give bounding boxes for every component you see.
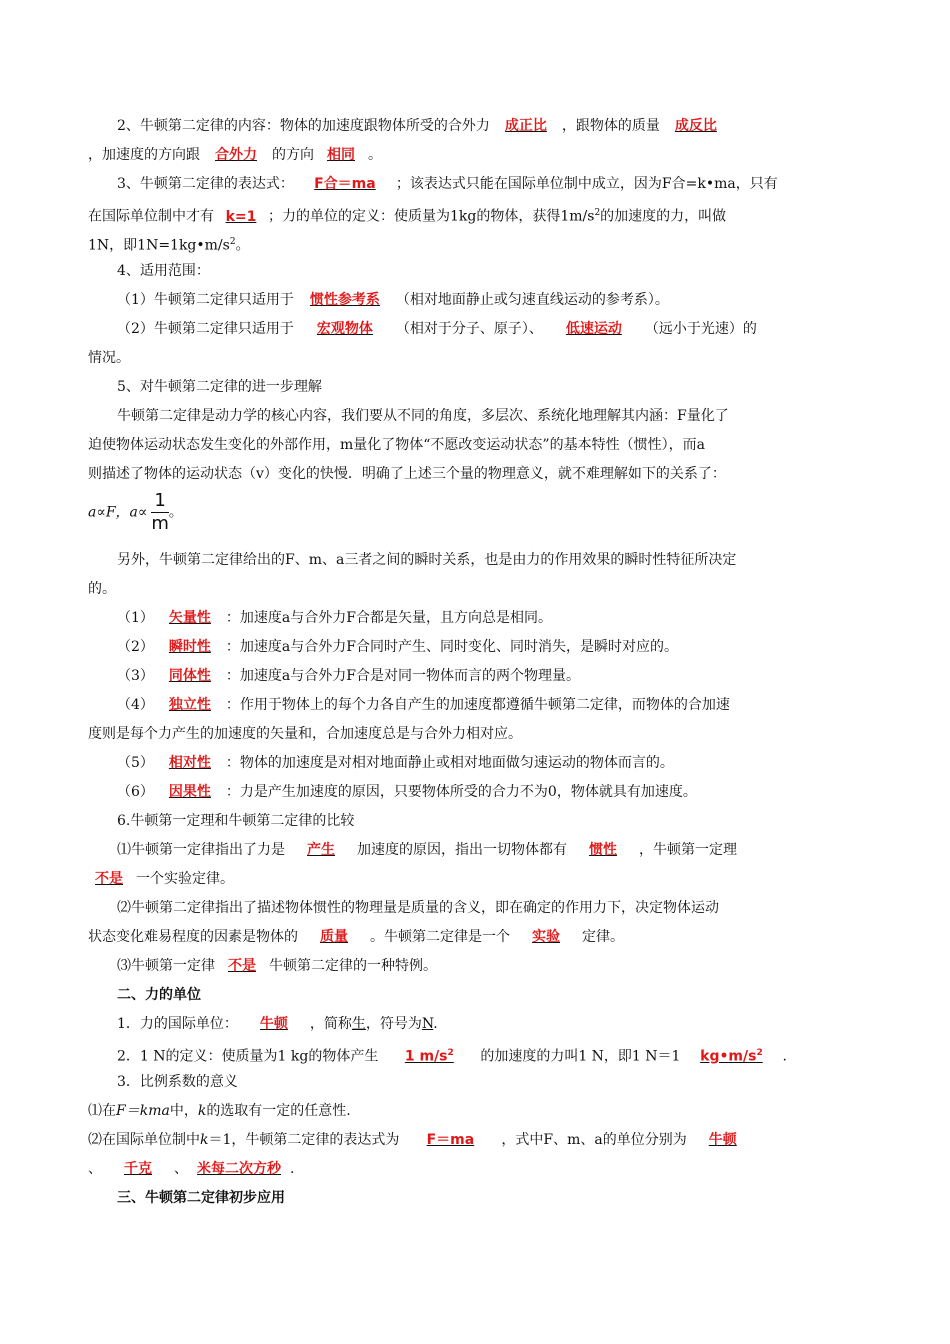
text: a∝F，a∝: [88, 504, 148, 521]
property-item-1: [88, 604, 868, 633]
answer-blank: 不是: [95, 871, 123, 887]
property-item-5: [88, 749, 868, 778]
understanding-line-3: 则描述了物体的运动状态（v）变化的快慢．明确了上述三个量的物理意义，就不难理解如下的关系了：: [88, 466, 726, 482]
text: （4）: [117, 697, 154, 713]
text: 的加速度的力叫1 N，即1 N＝1: [480, 1048, 681, 1065]
scope-item-2-cont: 情况。: [88, 350, 130, 366]
answer-blank: 实验: [532, 929, 560, 945]
text: （相对地面静止或匀速直线运动的参考系）。: [395, 292, 669, 308]
answer-blank: 米每二次方秒: [197, 1161, 281, 1177]
answer-blank: 同体性: [168, 668, 211, 684]
text: ，式中F、m、a的单位分别为: [501, 1132, 687, 1148]
text: 牛顿第二定律的一种特例。: [269, 958, 437, 974]
answer-blank: F＝ma: [426, 1132, 475, 1148]
numerator: 1: [151, 490, 169, 513]
text: 2．1 N的定义：使质量为1 kg的物体产生: [117, 1048, 379, 1065]
unit-line-1: [88, 1010, 868, 1039]
text: 的加速度的力，叫做: [600, 208, 727, 225]
text: 2、牛顿第二定律的内容：物体的加速度跟物体所受的合外力: [117, 118, 490, 134]
answer-blank: 牛顿: [708, 1132, 737, 1148]
text: （1）牛顿第二定律只适用于: [117, 292, 294, 308]
understanding-line-5: 的。: [88, 581, 116, 597]
text: 。牛顿第二定律是一个: [370, 929, 510, 945]
answer-blank: k=1: [225, 208, 257, 225]
text: 。: [368, 147, 382, 163]
text: （3）: [117, 668, 154, 684]
text: ；该表达式只能在国际单位制中成立，因为F合=k•ma，只有: [395, 176, 778, 192]
text: N: [421, 1016, 434, 1032]
answer-blank: 合外力: [215, 147, 257, 163]
text: （2）: [117, 639, 154, 655]
text: ⑶牛顿第一定律: [117, 958, 215, 974]
answer-blank: 相同: [327, 147, 355, 163]
comparison-item-2-cont: [88, 923, 868, 952]
text: .: [433, 1016, 438, 1032]
answer-blank: 因果性: [168, 784, 211, 800]
text: ⑵在国际单位制中: [88, 1132, 200, 1148]
text: 定律。: [582, 929, 624, 945]
fraction: [151, 490, 169, 535]
law-content-line-2: [88, 141, 868, 170]
answer-text: kg•m/s: [700, 1048, 757, 1065]
text: 、: [174, 1161, 188, 1177]
superscript: 2: [594, 208, 601, 218]
text: ；力的单位的定义：使质量为1kg的物体，获得1m/s: [268, 208, 595, 225]
text: ：加速度a与合外力F合都是矢量，且方向总是相同。: [225, 610, 552, 626]
text: ：力是产生加速度的原因，只要物体所受的合力不为0，物体就具有加速度。: [225, 784, 697, 800]
text: ⑴牛顿第一定律指出了力是: [117, 842, 285, 858]
answer-blank: 低速运动: [565, 321, 622, 337]
answer-blank: 产生: [307, 842, 335, 858]
text: （相对于分子、原子）、: [395, 321, 543, 337]
comparison-item-2: ⑵牛顿第二定律指出了描述物体惯性的物理量是质量的含义，即在确定的作用力下，决定物体运动: [117, 900, 719, 916]
text: ，加速度的方向跟: [88, 147, 200, 163]
answer-blank: 质量: [320, 929, 348, 945]
answer-blank: 不是: [228, 958, 256, 974]
text: 状态变化难易程度的因素是物体的: [88, 929, 298, 945]
text: ，牛顿第一定理: [639, 842, 737, 858]
proportion-relation: [88, 490, 868, 535]
text: k: [197, 1103, 207, 1119]
text: .: [290, 1161, 295, 1177]
text: ：作用于物体上的每个力各自产生的加速度都遵循牛顿第二定律，而物体的合加速: [225, 697, 730, 713]
text: 1．力的国际单位：: [117, 1016, 238, 1032]
answer-blank: 相对性: [168, 755, 211, 771]
unit-line-4: [88, 1097, 868, 1126]
text: 一个实验定律。: [136, 871, 234, 887]
answer-text: 1 m/s: [404, 1048, 448, 1065]
expression-line-2: [88, 199, 868, 232]
text: 中，: [169, 1103, 198, 1119]
text: ：加速度a与合外力F合是对同一物体而言的两个物理量。: [225, 668, 580, 684]
section-heading-application: 三、牛顿第二定律初步应用: [117, 1190, 285, 1206]
property-item-3: [88, 662, 868, 691]
denominator: m: [151, 513, 169, 534]
comparison-title: 6.牛顿第一定理和牛顿第二定律的比较: [117, 813, 355, 829]
text: ⑴在: [88, 1103, 116, 1119]
text: 在国际单位制中才有: [88, 208, 214, 225]
text: ：物体的加速度是对相对地面静止或相对地面做匀速运动的物体而言的。: [225, 755, 674, 771]
answer-blank: 成正比: [504, 118, 547, 134]
property-item-6: [88, 778, 868, 807]
answer-blank: [680, 1039, 782, 1072]
text: ，符号为: [365, 1016, 422, 1032]
property-item-2: [88, 633, 868, 662]
text: 的方向: [272, 147, 314, 163]
text: 3、牛顿第二定律的表达式：: [117, 176, 294, 192]
text: 1N，即1N=1kg•m/s: [88, 237, 230, 254]
text: F＝kma: [116, 1103, 170, 1119]
understanding-line-1: 牛顿第二定律是动力学的核心内容，我们要从不同的角度，多层次、系统化地理解其内涵：F量化了: [117, 408, 729, 424]
text: （6）: [117, 784, 154, 800]
text: 的选取有一定的任意性.: [206, 1103, 351, 1119]
unit-line-3: 3．比例系数的意义: [117, 1074, 238, 1090]
scope-item-1: [88, 286, 868, 315]
answer-blank: 矢量性: [168, 610, 211, 626]
text: ：加速度a与合外力F合同时产生、同时变化、同时消失，是瞬时对应的。: [225, 639, 678, 655]
answer-blank: 独立性: [168, 697, 211, 713]
answer-blank: 惯性参考系: [309, 292, 380, 308]
answer-blank: 宏观物体: [316, 321, 373, 337]
text: （2）牛顿第二定律只适用于: [117, 321, 294, 337]
superscript: 2: [447, 1048, 454, 1058]
text: 生: [351, 1016, 366, 1032]
section-heading-unit: 二、力的单位: [117, 987, 201, 1003]
text: k: [200, 1132, 209, 1148]
unit-line-2: [88, 1039, 868, 1072]
answer-blank: F合＝ma: [314, 176, 376, 192]
comparison-item-1: [88, 836, 868, 865]
answer-blank: 成反比: [674, 118, 717, 134]
text: ＝1，牛顿第二定律的表达式为: [208, 1132, 400, 1148]
text: 。: [168, 504, 183, 521]
superscript: 2: [229, 237, 236, 247]
answer-blank: [378, 1039, 480, 1072]
understanding-line-2: 迫使物体运动状态发生变化的外部作用，m量化了物体“不愿改变运动状态”的基本特性（惯性），而a: [88, 437, 705, 453]
comparison-item-1-cont: [88, 865, 868, 894]
understanding-title: 5、对牛顿第二定律的进一步理解: [117, 379, 322, 395]
text: （1）: [117, 610, 154, 626]
answer-blank: 牛顿: [259, 1016, 288, 1032]
text: .: [782, 1048, 787, 1065]
scope-item-2: [88, 315, 868, 344]
comparison-item-3: [88, 952, 868, 981]
expression-line-3: [88, 228, 868, 261]
understanding-line-4: 另外，牛顿第二定律给出的F、m、a三者之间的瞬时关系，也是由力的作用效果的瞬时性特征所决定: [117, 552, 737, 568]
property-item-4-cont: 度则是每个力产生的加速度的矢量和，合加速度总是与合外力相对应。: [88, 726, 522, 742]
text: （5）: [117, 755, 154, 771]
answer-blank: 惯性: [589, 842, 617, 858]
text: （远小于光速）的: [644, 321, 757, 337]
text: 加速度的原因，指出一切物体都有: [357, 842, 567, 858]
answer-blank: 瞬时性: [168, 639, 211, 655]
scope-title: 4、适用范围：: [117, 263, 210, 279]
law-content-line-1: [88, 112, 868, 141]
answer-blank: 千克: [124, 1161, 152, 1177]
text: 。: [235, 237, 250, 254]
text: 、: [88, 1161, 102, 1177]
property-item-4: [88, 691, 868, 720]
text: ，简称: [309, 1016, 352, 1032]
expression-line-1: [88, 170, 868, 199]
superscript: 2: [756, 1048, 763, 1058]
text: ，跟物体的质量: [561, 118, 660, 134]
unit-line-6: [88, 1155, 868, 1184]
unit-line-5: [88, 1126, 868, 1155]
